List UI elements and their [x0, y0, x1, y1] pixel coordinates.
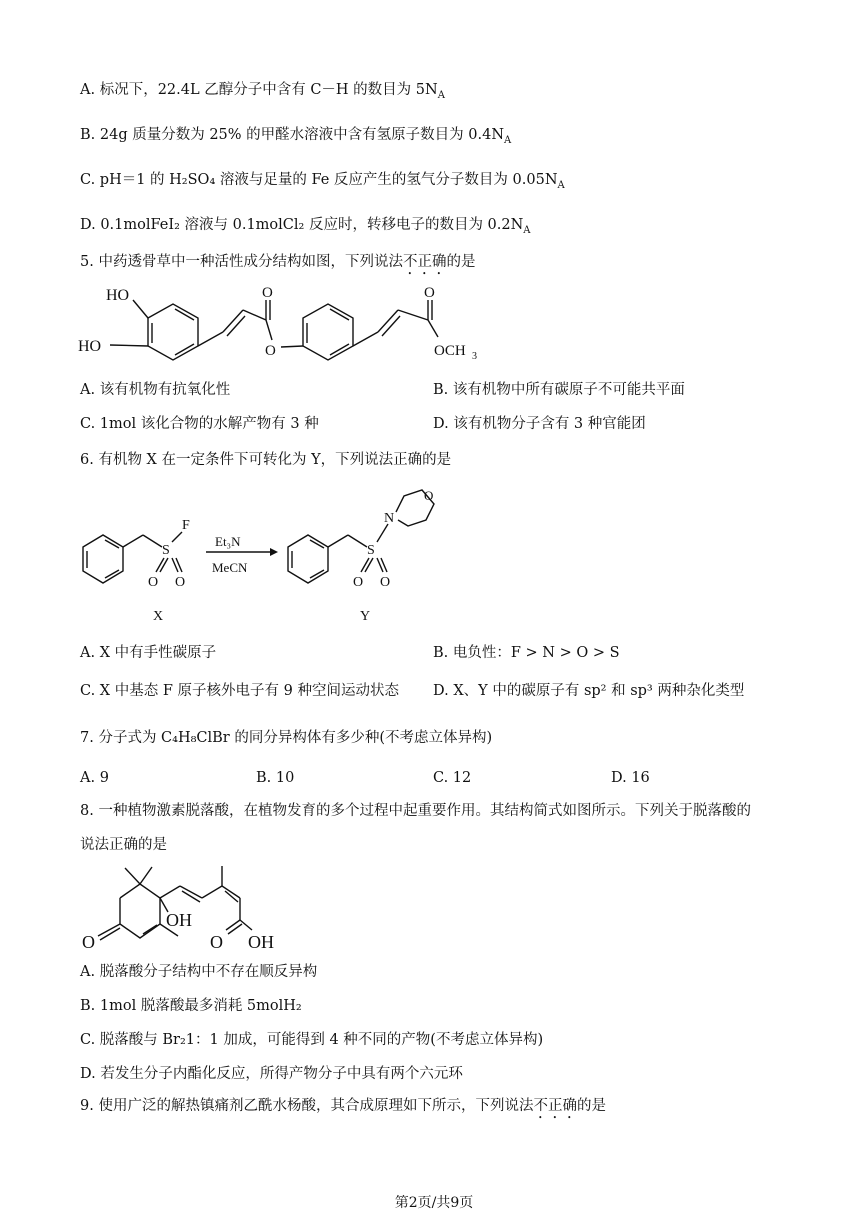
- q4-option-c: C. pH＝1 的 H₂SO₄ 溶液与足量的 Fe 反应产生的氢气分子数目为 $0.05N_A$: [80, 172, 565, 191]
- q8-option-a: A. 脱落酸分子结构中不存在顺反异构: [80, 964, 318, 980]
- q6-y-morpholine-o: O: [424, 488, 434, 503]
- q5-option-d: D. 该有机物分子含有 3 种官能团: [433, 416, 646, 432]
- q8-option-c: C. 脱落酸与 Br₂1：1 加成，可能得到 4 种不同的产物(不考虑立体异构): [80, 1032, 544, 1048]
- q6-reagent-top: Et₃N: [215, 534, 241, 549]
- q8-acid-o: O: [210, 932, 223, 952]
- q6-y-n-atom: N: [384, 511, 395, 526]
- q4-option-b: B. 24g 质量分数为 25% 的甲醛水溶液中含有氢原子数目为 $0.4N_A$: [80, 127, 512, 146]
- q5-option-b: B. 该有机物中所有碳原子不可能共平面: [433, 382, 685, 398]
- q8-option-b: B. 1mol 脱落酸最多消耗 5molH₂: [80, 998, 302, 1014]
- q5-option-c: C. 1mol 该化合物的水解产物有 3 种: [80, 416, 319, 432]
- q6-label-x: X: [153, 609, 164, 624]
- q5-ester-o: O: [265, 343, 276, 359]
- q6-y-o-atom-1: O: [353, 575, 364, 590]
- q6-reaction-diagram: [78, 482, 458, 632]
- q6-x-o-atom-1: O: [148, 575, 159, 590]
- q6-y-o-atom-2: O: [380, 575, 391, 590]
- q6-option-d: D. X、Y 中的碳原子有 sp² 和 sp³ 两种杂化类型: [433, 683, 745, 699]
- q6-x-f-atom: F: [182, 518, 190, 533]
- q8-hydroxyl-oh: OH: [166, 910, 192, 930]
- q6-y-benzene-ring: [288, 535, 328, 583]
- q6-option-a: A. X 中有手性碳原子: [80, 645, 217, 661]
- q7-stem: 7. 分子式为 C₄H₈ClBr 的同分异构体有多少种(不考虑立体异构): [80, 730, 493, 746]
- q6-stem: 6. 有机物 X 在一定条件下可转化为 Y，下列说法正确的是: [80, 452, 452, 468]
- q4-option-a: A. 标况下，22.4L 乙醇分子中含有 C－H 的数目为 $5N_A$: [80, 82, 445, 101]
- q5-och3-label: OCH: [434, 343, 466, 359]
- q8-stem-line-1: 8. 一种植物激素脱落酸，在植物发育的多个过程中起重要作用。其结构简式如图所示。下列关于脱落酸的: [80, 803, 751, 819]
- q7-option-b: B. 10: [256, 770, 295, 786]
- q6-x-o-atom-2: O: [175, 575, 186, 590]
- q8-ketone-o: O: [82, 932, 95, 952]
- q8-abscisic-acid-diagram: [80, 862, 310, 957]
- q4-option-d: D. 0.1molFeI₂ 溶液与 0.1molCl₂ 反应时，转移电子的数目为 $0.2N_A$: [80, 217, 531, 236]
- q6-option-c: C. X 中基态 F 原子核外电子有 9 种空间运动状态: [80, 683, 399, 699]
- q7-option-a: A. 9: [80, 770, 109, 786]
- q7-option-c: C. 12: [433, 770, 472, 786]
- q5-carbonyl-o-2: O: [424, 285, 435, 301]
- q6-reagent-bottom: MeCN: [212, 560, 248, 575]
- q6-label-y: Y: [360, 609, 371, 624]
- q8-stem-line-2: 说法正确的是: [80, 837, 167, 853]
- q5-ho-label-1: HO: [106, 287, 130, 304]
- q8-cyclohexene-ring: [120, 884, 160, 938]
- q5-och3-subscript: 3: [472, 351, 477, 362]
- q6-y-s-atom: S: [367, 543, 375, 558]
- page-footer: 第2页/共9页: [394, 1195, 474, 1211]
- q5-carbonyl-o-1: O: [262, 285, 273, 301]
- q5-molecule-diagram: [78, 285, 498, 365]
- q5-option-a: A. 该有机物有抗氧化性: [80, 382, 231, 398]
- q6-x-benzene-ring: [83, 535, 123, 583]
- q8-option-d: D. 若发生分子内酯化反应，所得产物分子中具有两个六元环: [80, 1066, 463, 1082]
- q6-x-s-atom: S: [162, 543, 170, 558]
- q5-ho-label-2: HO: [78, 338, 102, 355]
- q6-option-b: B. 电负性：F > N > O > S: [433, 645, 620, 661]
- q7-option-d: D. 16: [611, 770, 650, 786]
- q9-stem: 9. 使用广泛的解热镇痛剂乙酰水杨酸，其合成原理如下所示，下列说法不正确的是: [80, 1098, 606, 1114]
- q5-stem: 5. 中药透骨草中一种活性成分结构如图，下列说法不正确的是: [80, 254, 476, 270]
- q8-acid-oh: OH: [248, 932, 274, 952]
